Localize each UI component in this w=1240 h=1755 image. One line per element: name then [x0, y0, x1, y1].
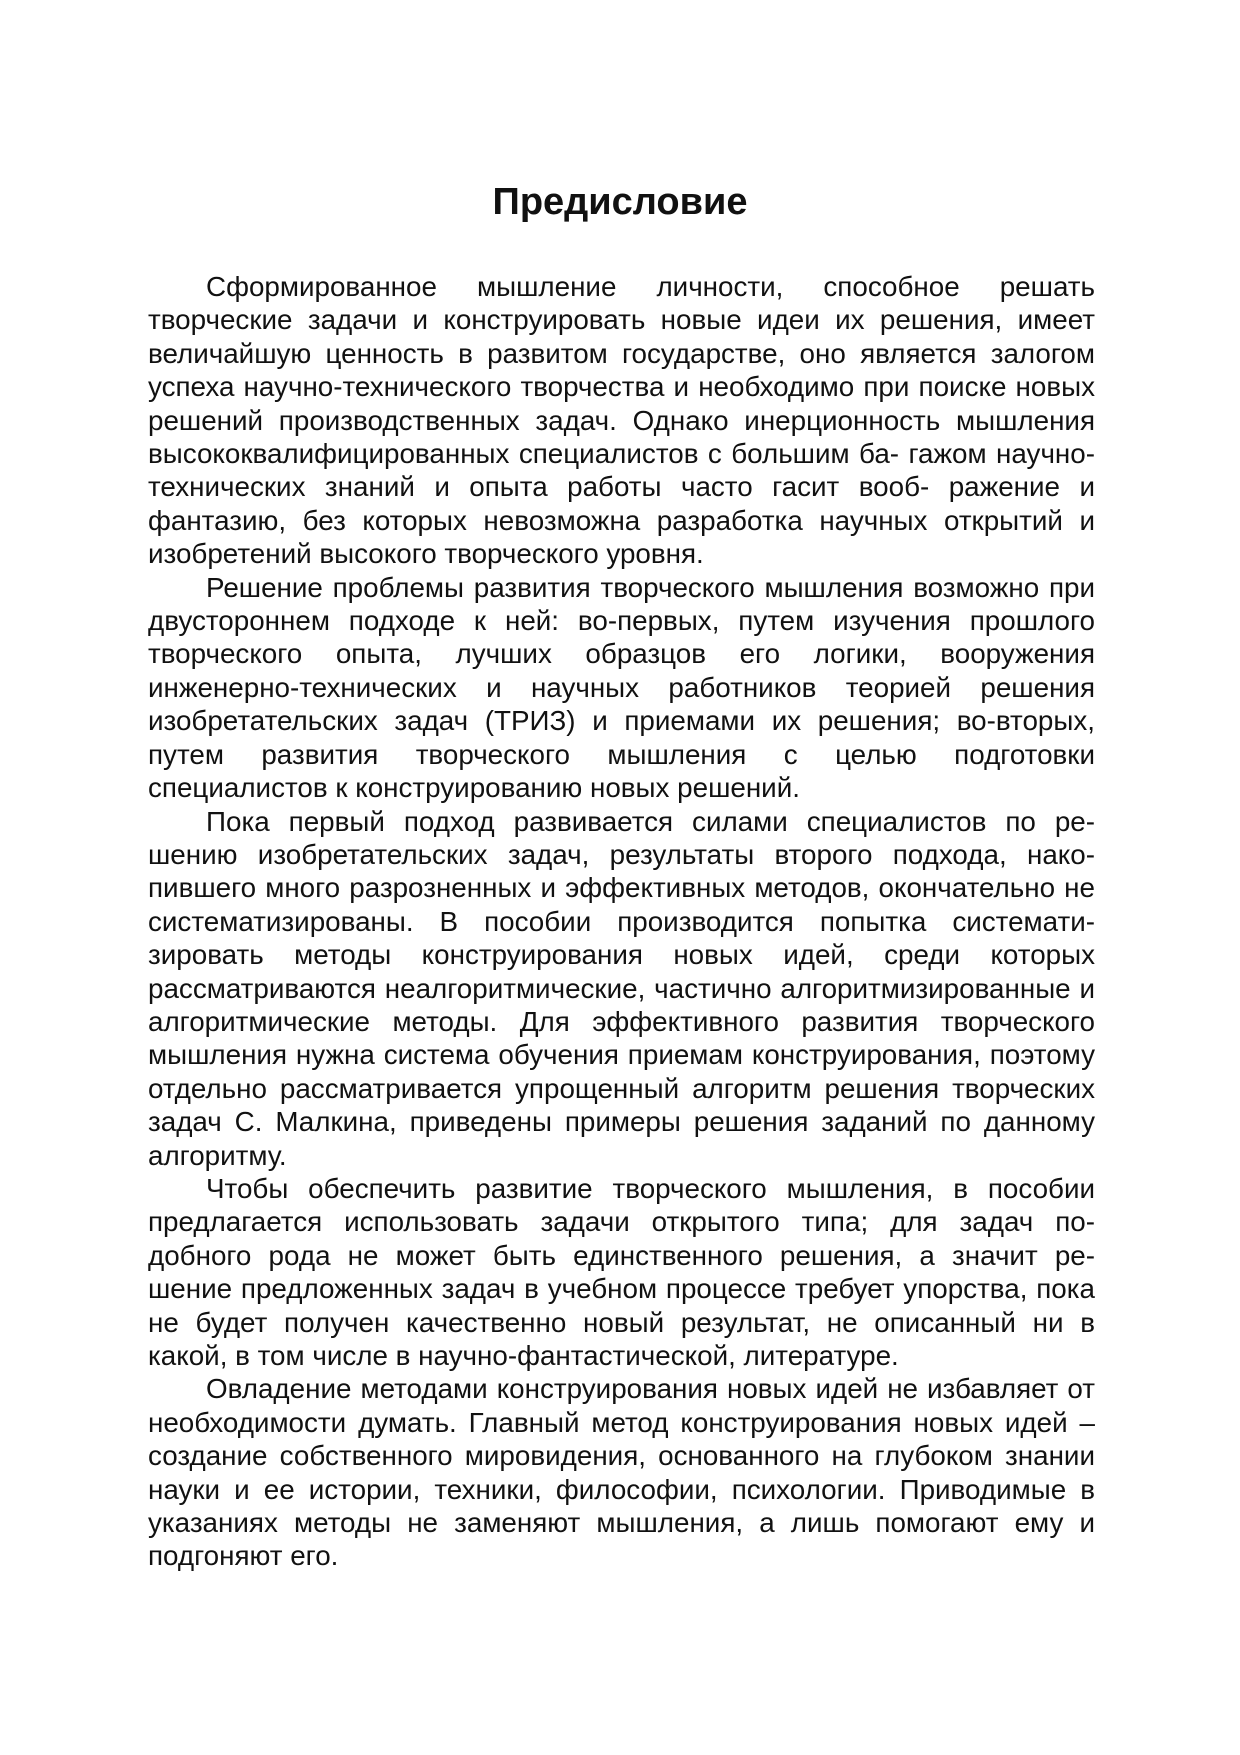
- page-title: Предисловие: [492, 181, 748, 223]
- preface-body: [148, 270, 1095, 1573]
- paragraph-5: Овладение методами конструирования новых идей не избавляет от необходимости думать. Главный метод конструирования новых идей – создание собственного мировидения, основанного на глубоком знании науки и ее истории, техники, философии, психологии. Приводимые в указаниях методы не заменяют мышления, а лишь помогают ему и подгоняют его.: [148, 1373, 1095, 1572]
- paragraph-4: Чтобы обеспечить развитие творческого мышления, в пособии предлагается использовать задачи открытого типа; для задач по- добного рода не может быть единственного решения, а значит ре- шение предложенных задач в учебном процессе требует упорства, пока не будет получен качественно новый результат, не описанный ни в какой, в том числе в научно-фантастической, литературе.: [148, 1172, 1095, 1371]
- paragraph-1: Сформированное мышление личности, способное решать творческие задачи и конструировать новые идеи их решения, имеет величайшую ценность в развитом государстве, оно является залогом успеха научно-технического творчества и необходимо при поиске новых решений производственных задач. Однако инерционность мышления высококвалифицированных специалистов с большим ба- гажом научно-технических знаний и опыта работы часто гасит вооб- ражение и фантазию, без которых невозможна разработка научных открытий и изобретений высокого творческого уровня.: [148, 271, 1095, 570]
- paragraph-2: Решение проблемы развития творческого мышления возможно при двустороннем подходе к ней: во-первых, путем изучения прошлого творческого опыта, лучших образцов его логики, вооружения инженерно-технических и научных работников теорией решения изобретательских задач (ТРИЗ) и приемами их решения; во-вторых, путем развития творческого мышления с целью подготовки специалистов к конструированию новых решений.: [148, 571, 1095, 804]
- paragraph-3: Пока первый подход развивается силами специалистов по ре- шению изобретательских задач, результаты второго подхода, нако- пившего много разрозненных и эффективных методов, окончательно не систематизированы. В пособии производится попытка системати- зировать методы конструирования новых идей, среди которых рассматриваются неалгоритмические, частично алгоритмизированные и алгоритмические методы. Для эффективного развития творческого мышления нужна система обучения приемам конструирования, поэтому отдельно рассматривается упрощенный алгоритм решения творческих задач С. Малкина, приведены примеры решения заданий по данному алгоритму.: [148, 805, 1095, 1171]
